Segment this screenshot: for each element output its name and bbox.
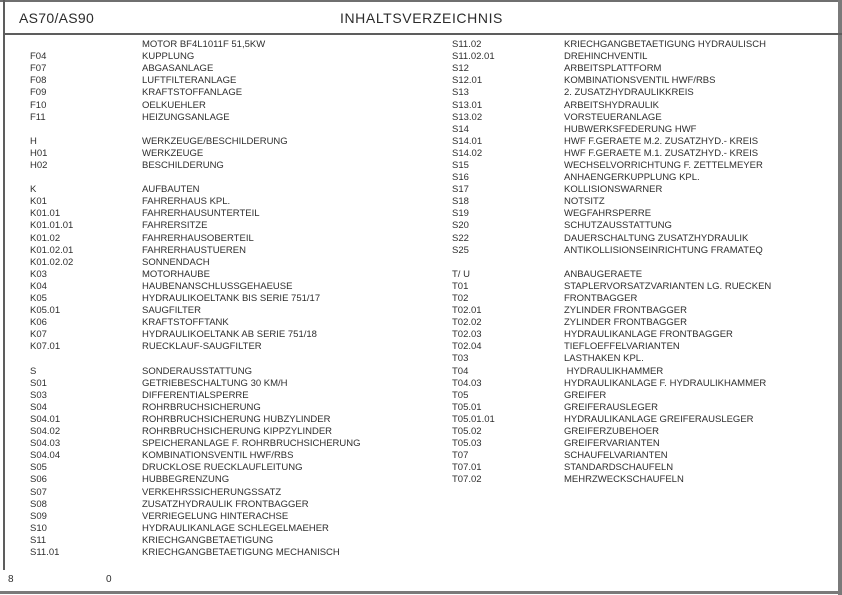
toc-row [30,196,430,208]
toc-row [30,341,430,353]
toc-entry-code: S04.02 [30,426,61,438]
toc-entry-description: FAHRERHAUSUNTERTEIL [142,208,260,220]
toc-row [452,341,837,353]
toc-entry-description: DAUERSCHALTUNG ZUSATZHYDRAULIK [564,232,749,244]
toc-entry-code: T05.02 [452,426,482,438]
toc-entry-code: K07 [30,329,47,341]
toc-entry-description: WERKZEUGE [142,147,204,159]
toc-row [30,378,430,390]
toc-entry-description: HUBWERKSFEDERUNG HWF [564,123,697,135]
toc-entry-code: S13.02 [452,111,483,123]
toc-entry-description: HYDRAULIKANLAGE GREIFERAUSLEGER [564,413,754,425]
toc-row [30,184,430,196]
toc-row [452,172,837,184]
toc-entry-description: KRAFTSTOFFTANK [142,317,229,329]
toc-left-column [30,39,430,559]
toc-entry-code: T/ U [452,268,470,280]
toc-row [30,75,430,87]
toc-row [452,208,837,220]
toc-entry-description: SONDERAUSSTATTUNG [142,365,252,377]
toc-row [30,462,430,474]
toc-entry-code: S06 [30,474,47,486]
toc-entry-code: S07 [30,486,47,498]
toc-entry-description: SCHAUFELVARIANTEN [564,450,668,462]
toc-row [30,305,430,317]
footer-center-number: 0 [106,574,112,585]
toc-entry-description: ROHRBRUCHSICHERUNG [142,401,261,413]
toc-row [452,414,837,426]
toc-row [452,269,837,281]
toc-entry-code: S08 [30,498,47,510]
toc-entry-description: ANTIKOLLISIONSEINRICHTUNG FRAMATEQ [564,244,763,256]
toc-entry-description: NOTSITZ [564,196,605,208]
toc-entry-description: KUPPLUNG [142,51,195,63]
toc-entry-code: T01 [452,280,469,292]
toc-entry-code: S11.02 [452,39,482,51]
toc-row [30,499,430,511]
toc-entry-description: HEIZUNGSANLAGE [142,111,230,123]
page-title: INHALTSVERZEICHNIS [339,10,503,26]
toc-entry-code: K06 [30,317,47,329]
toc-entry-code: S16 [452,172,469,184]
toc-entry-code: T02.03 [452,329,482,341]
toc-entry-code: T07.02 [452,474,482,486]
toc-row [452,160,837,172]
toc-entry-description: ANBAUGERAETE [564,268,643,280]
toc-entry-code: T05 [452,389,469,401]
toc-entry-description: MOTORHAUBE [142,268,210,280]
toc-entry-description: MEHRZWECKSCHAUFELN [564,474,684,486]
toc-row [30,257,430,269]
toc-entry-description: DIFFERENTIALSPERRE [142,389,249,401]
toc-entry-code: K04 [30,280,47,292]
toc-entry-description: HYDRAULIKOELTANK AB SERIE 751/18 [142,329,317,341]
toc-row [30,511,430,523]
toc-entry-description: ANHAENGERKUPPLUNG KPL. [564,172,700,184]
toc-entry-description: HWF F.GERAETE M.2. ZUSATZHYD.- KREIS [564,135,759,147]
toc-entry-code: K01 [30,196,47,208]
toc-row [30,51,430,63]
toc-entry-code: T05.01 [452,401,482,413]
toc-right-column [452,39,837,486]
toc-entry-description: ABGASANLAGE [142,63,214,75]
toc-entry-description: SAUGFILTER [142,305,201,317]
toc-row [30,148,430,160]
toc-entry-description: KRIECHGANGBETAETIGUNG [142,534,274,546]
toc-row [452,245,837,257]
toc-entry-code: K03 [30,268,47,280]
toc-row [30,366,430,378]
toc-entry-code: T07 [452,450,469,462]
toc-entry-code: S05 [30,462,47,474]
toc-entry-description: KRIECHGANGBETAETIGUNG MECHANISCH [142,546,340,558]
toc-entry-description: KRAFTSTOFFANLAGE [142,87,243,99]
toc-entry-code: T02.04 [452,341,482,353]
toc-entry-description: KOLLISIONSWARNER [564,184,663,196]
toc-entry-code: S04.04 [30,450,61,462]
toc-entry-code: S11.01 [30,546,60,558]
toc-row [452,233,837,245]
toc-row [30,535,430,547]
toc-row [452,196,837,208]
toc-entry-code: S15 [452,159,469,171]
toc-row [452,450,837,462]
toc-row [30,353,430,365]
toc-row [452,281,837,293]
toc-row [452,293,837,305]
toc-row [452,378,837,390]
toc-entry-code: S13 [452,87,469,99]
toc-entry-code: K07.01 [30,341,61,353]
toc-entry-description: STAPLERVORSATZVARIANTEN LG. RUECKEN [564,280,772,292]
toc-entry-code: S25 [452,244,469,256]
toc-entry-description: FAHRERHAUSOBERTEIL [142,232,254,244]
toc-entry-description: HWF F.GERAETE M.1. ZUSATZHYD.- KREIS [564,147,759,159]
toc-entry-code: K01.02.01 [30,244,74,256]
toc-entry-description: ROHRBRUCHSICHERUNG HUBZYLINDER [142,413,331,425]
toc-entry-code: K [30,184,37,196]
toc-entry-description: BESCHILDERUNG [142,159,224,171]
toc-row [30,474,430,486]
toc-row [30,329,430,341]
toc-entry-description: GETRIEBESCHALTUNG 30 KM/H [142,377,288,389]
toc-entry-description: ZYLINDER FRONTBAGGER [564,317,687,329]
toc-entry-code: F04 [30,51,47,63]
toc-row [452,124,837,136]
toc-row [452,39,837,51]
toc-row [30,87,430,99]
toc-row [30,486,430,498]
toc-entry-code: H [30,135,37,147]
toc-row [452,438,837,450]
toc-entry-code: T03 [452,353,469,365]
toc-entry-description: HAUBENANSCHLUSSGEHAEUSE [142,280,293,292]
toc-row [452,329,837,341]
toc-entry-code: S13.01 [452,99,483,111]
toc-row [30,523,430,535]
toc-row [452,99,837,111]
toc-row [30,233,430,245]
page-border-bottom [0,591,842,594]
page-border-right [838,0,842,595]
toc-row [30,208,430,220]
toc-row [30,39,430,51]
toc-entry-description: AUFBAUTEN [142,184,200,196]
toc-row [452,63,837,75]
toc-entry-description: WERKZEUGE/BESCHILDERUNG [142,135,288,147]
toc-entry-description: GREIFERZUBEHOER [564,426,660,438]
toc-entry-description: SPEICHERANLAGE F. ROHRBRUCHSICHERUNG [142,438,361,450]
toc-entry-code: S20 [452,220,469,232]
toc-entry-description: TIEFLOEFFELVARIANTEN [564,341,680,353]
toc-row [30,124,430,136]
toc-entry-code: S17 [452,184,469,196]
toc-row [452,220,837,232]
toc-entry-code: S03 [30,389,47,401]
toc-entry-description: KOMBINATIONSVENTIL HWF/RBS [564,75,716,87]
toc-row [452,305,837,317]
footer-bar [0,572,842,590]
toc-entry-code: S [30,365,37,377]
toc-entry-description: RUECKLAUF-SAUGFILTER [142,341,262,353]
toc-entry-code: S14.02 [452,147,483,159]
toc-row [30,438,430,450]
toc-row [30,269,430,281]
toc-entry-description: 2. ZUSATZHYDRAULIKKREIS [564,87,694,99]
toc-entry-description: HYDRAULIKHAMMER [564,365,664,377]
toc-entry-code: T04.03 [452,377,482,389]
toc-entry-description: MOTOR BF4L1011F 51,5KW [142,39,266,51]
toc-entry-code: S11 [30,534,47,546]
toc-entry-description: DREHINCHVENTIL [564,51,648,63]
model-label: AS70/AS90 [19,10,95,26]
toc-entry-code: K01.02 [30,232,61,244]
toc-entry-description: STANDARDSCHAUFELN [564,462,674,474]
toc-row [452,51,837,63]
toc-row [30,112,430,124]
toc-row [452,462,837,474]
toc-entry-code: S14.01 [452,135,483,147]
toc-entry-description: OELKUEHLER [142,99,206,111]
toc-entry-code: H02 [30,159,48,171]
toc-row [30,414,430,426]
toc-entry-description: HYDRAULIKANLAGE SCHLEGELMAEHER [142,522,329,534]
toc-entry-code: S11.02.01 [452,51,495,63]
toc-entry-code: K05 [30,293,47,305]
toc-entry-code: K01.01.01 [30,220,74,232]
toc-entry-code: S01 [30,377,47,389]
toc-entry-code: S09 [30,510,47,522]
toc-entry-code: K05.01 [30,305,61,317]
toc-entry-code: F11 [30,111,46,123]
toc-entry-description: HUBBEGRENZUNG [142,474,230,486]
toc-entry-code: T02.02 [452,317,482,329]
toc-entry-description: HYDRAULIKANLAGE F. HYDRAULIKHAMMER [564,377,767,389]
toc-entry-code: S12 [452,63,469,75]
toc-row [30,390,430,402]
toc-entry-code: S10 [30,522,47,534]
toc-entry-code: F08 [30,75,47,87]
toc-entry-description: FRONTBAGGER [564,293,638,305]
toc-row [30,160,430,172]
toc-row [30,220,430,232]
footer-left-number: 8 [8,574,14,585]
toc-entry-code: F10 [30,99,47,111]
toc-entry-description: ZUSATZHYDRAULIK FRONTBAGGER [142,498,309,510]
toc-row [30,402,430,414]
toc-entry-code: F09 [30,87,47,99]
toc-row [452,112,837,124]
toc-row [30,450,430,462]
toc-entry-description: SCHUTZAUSSTATTUNG [564,220,672,232]
toc-entry-description: WECHSELVORRICHTUNG F. ZETTELMEYER [564,159,763,171]
toc-entry-description: VERKEHRSSICHERUNGSSATZ [142,486,282,498]
toc-row [452,366,837,378]
toc-row [30,547,430,559]
header-divider-line [3,33,842,35]
toc-entry-description: ARBEITSHYDRAULIK [564,99,660,111]
toc-row [452,426,837,438]
toc-entry-code: S19 [452,208,469,220]
toc-row [30,426,430,438]
toc-entry-code: S12.01 [452,75,483,87]
toc-entry-description: HYDRAULIKOELTANK BIS SERIE 751/17 [142,293,321,305]
toc-entry-description: VORSTEUERANLAGE [564,111,662,123]
toc-entry-code: F07 [30,63,47,75]
toc-row [452,136,837,148]
toc-row [30,245,430,257]
toc-entry-description: DRUCKLOSE RUECKLAUFLEITUNG [142,462,303,474]
toc-entry-description: GREIFER [564,389,607,401]
toc-entry-code: K01.02.02 [30,256,74,268]
toc-entry-code: S04 [30,401,47,413]
toc-entry-code: T02 [452,293,469,305]
toc-entry-code: T05.01.01 [452,413,495,425]
toc-row [452,402,837,414]
toc-entry-code: H01 [30,147,48,159]
toc-entry-code: S04.01 [30,413,61,425]
toc-entry-code: S14 [452,123,469,135]
toc-entry-description: SONNENDACH [142,256,210,268]
table-frame-left-line [3,0,5,570]
toc-entry-description: FAHRERHAUS KPL. [142,196,231,208]
toc-row [30,99,430,111]
toc-row [452,353,837,365]
toc-row [452,184,837,196]
toc-entry-description: HYDRAULIKANLAGE FRONTBAGGER [564,329,733,341]
toc-entry-description: KOMBINATIONSVENTIL HWF/RBS [142,450,294,462]
toc-entry-code: S18 [452,196,469,208]
toc-row [452,474,837,486]
toc-entry-code: T07.01 [452,462,482,474]
toc-row [30,172,430,184]
toc-entry-description: LASTHAKEN KPL. [564,353,644,365]
toc-row [30,317,430,329]
toc-entry-code: T05.03 [452,438,482,450]
toc-row [30,281,430,293]
toc-entry-description: GREIFERAUSLEGER [564,401,658,413]
toc-entry-description: LUFTFILTERANLAGE [142,75,237,87]
toc-row [30,63,430,75]
toc-entry-description: ARBEITSPLATTFORM [564,63,662,75]
toc-row [452,317,837,329]
toc-row [452,148,837,160]
toc-row [452,390,837,402]
header-bar [5,2,838,33]
toc-entry-description: ROHRBRUCHSICHERUNG KIPPZYLINDER [142,426,333,438]
toc-entry-description: KRIECHGANGBETAETIGUNG HYDRAULISCH [564,39,766,51]
toc-row [30,136,430,148]
toc-row [452,75,837,87]
toc-entry-code: K01.01 [30,208,61,220]
toc-entry-code: T04 [452,365,469,377]
toc-entry-description: GREIFERVARIANTEN [564,438,660,450]
toc-entry-description: FAHRERSITZE [142,220,208,232]
toc-entry-code: S22 [452,232,469,244]
toc-entry-description: VERRIEGELUNG HINTERACHSE [142,510,289,522]
toc-entry-code: T02.01 [452,305,482,317]
toc-entry-description: FAHRERHAUSTUEREN [142,244,246,256]
toc-entry-description: WEGFAHRSPERRE [564,208,652,220]
toc-entry-code: S04.03 [30,438,61,450]
toc-row [30,293,430,305]
toc-entry-description: ZYLINDER FRONTBAGGER [564,305,687,317]
toc-row [452,87,837,99]
toc-row [452,257,837,269]
